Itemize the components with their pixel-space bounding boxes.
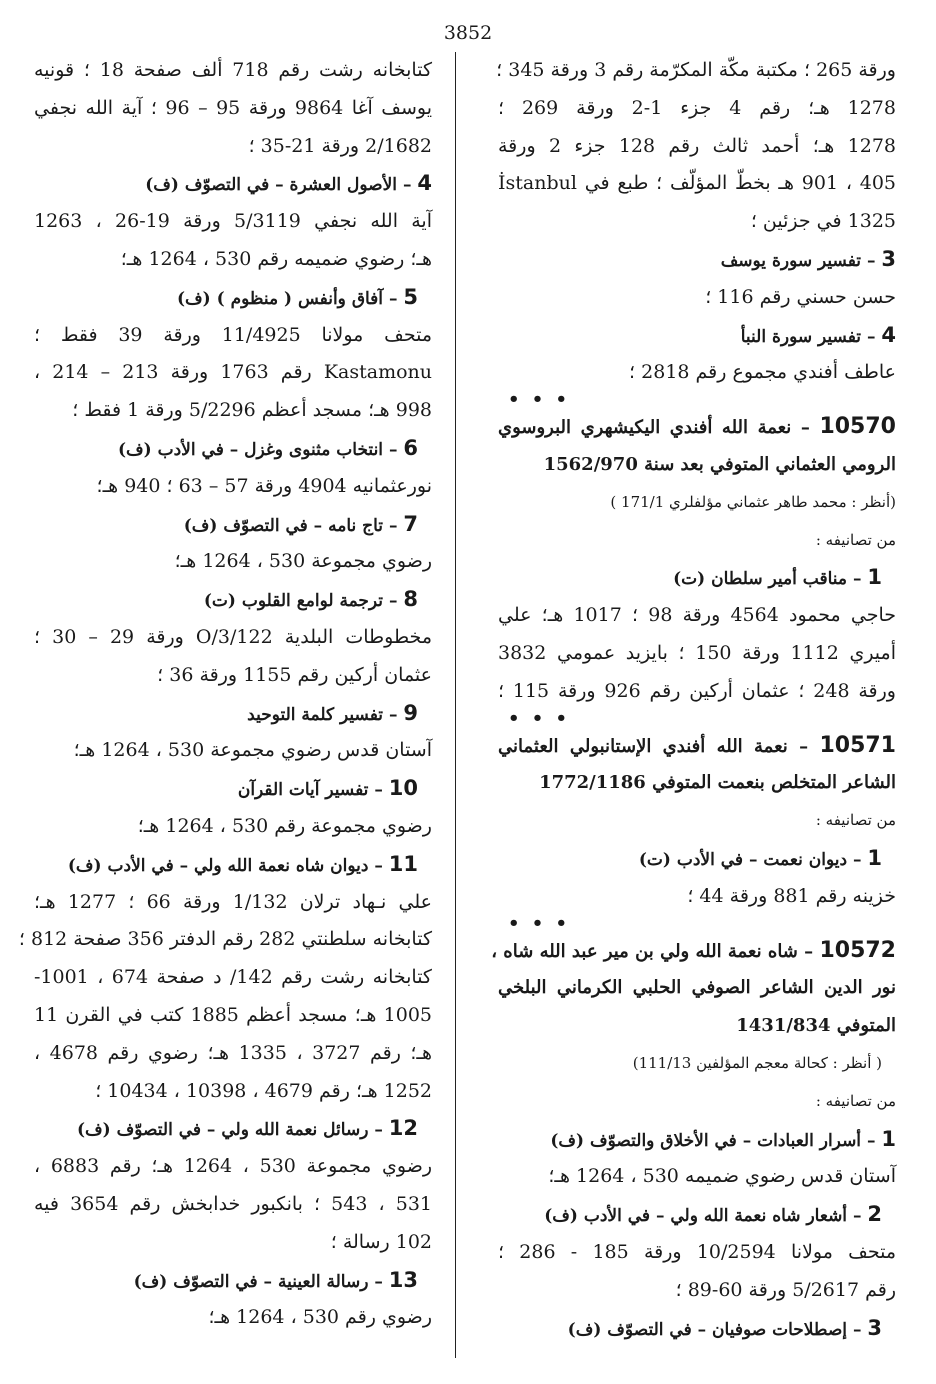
entry-heading — [498, 1007, 896, 1045]
line-text: – ديوان نعمت – في الأدب (ت) — [638, 849, 862, 870]
entry-heading — [498, 317, 896, 355]
line-text: رضوي مجموعة رقم 530 ، 1264 هـ؛ — [137, 814, 432, 837]
text-line — [34, 1148, 432, 1186]
line-text: 405 ، 901 هـ بخطّ المؤلّف ؛ طبع في İstanbul — [498, 172, 896, 195]
line-text: – شاه نعمة الله ولي بن مير عبد الله شاه ، — [491, 940, 814, 962]
line-text: – تفسير سورة يوسف — [720, 250, 876, 271]
line-text: – ترجمة لوامع القلوب (ت) — [203, 591, 398, 612]
entry-number: 6 — [403, 435, 418, 460]
line-text: – تفسير كلمة التوحيد — [247, 704, 398, 725]
text-line — [34, 997, 432, 1035]
line-text: نورعثمانيه 4904 ورقة 57 – 63 ؛ 940 هـ؛ — [96, 474, 432, 497]
line-text: المتوفي 1431/834 — [736, 1015, 896, 1037]
text-line — [498, 1045, 896, 1083]
text-line — [498, 128, 896, 166]
entry-number: 5 — [403, 284, 418, 309]
entry-heading — [498, 1196, 896, 1234]
text-line — [34, 884, 432, 922]
entry-number: 4 — [417, 171, 432, 196]
line-text: – ديوان شاه نعمة الله ولي – في الأدب (ف) — [67, 855, 383, 876]
entry-heading — [498, 969, 896, 1007]
line-text: الرومي العثماني المتوفي بعد سنة 1562/970 — [543, 453, 896, 475]
entry-heading — [34, 581, 432, 619]
line-text: 531 ، 543 ؛ بانكبور خدابخش رقم 3654 فيه — [34, 1192, 433, 1215]
section-separator — [498, 912, 896, 934]
line-text: – رسائل نعمة الله ولي – في التصوّف (ف) — [76, 1120, 383, 1141]
section-separator — [498, 707, 896, 729]
line-text: من تصانيفه : — [815, 811, 896, 830]
text-line — [34, 317, 432, 355]
entry-heading — [498, 559, 896, 597]
text-line — [34, 1186, 432, 1224]
entry-heading — [34, 1262, 432, 1300]
line-text: • • • — [508, 912, 571, 934]
entry-number: 9 — [403, 700, 418, 725]
entry-heading — [34, 279, 432, 317]
line-text: أميري 1112 ورقة 150 ؛ بايزيد عمومي 3832 — [498, 641, 896, 664]
line-text: – تاج نامه – في التصوّف (ف) — [183, 515, 398, 536]
text-line — [34, 203, 432, 241]
entry-number: 13 — [388, 1267, 418, 1292]
line-text: – مناقب أمير سلطان (ت) — [673, 569, 862, 590]
entry-number: 10570 — [819, 414, 896, 440]
line-text: متحف مولانا 11/4925 ورقة 39 فقط ؛ — [34, 323, 432, 346]
entry-heading — [34, 430, 432, 468]
entry-heading — [34, 846, 432, 884]
text-line — [498, 52, 896, 90]
text-line — [498, 673, 896, 711]
entry-heading — [34, 506, 432, 544]
line-text: – تفسير آيات القرآن — [237, 780, 383, 801]
text-line — [498, 522, 896, 560]
line-text: – أشعار شاه نعمة الله ولي – في الأدب (ف) — [544, 1206, 862, 1227]
line-text: 1278 هـ؛ أحمد ثالث رقم 128 جزء 2 ورقة — [498, 134, 896, 157]
entry-heading — [498, 1310, 896, 1348]
line-text: – انتخاب مثنوی وغزل – في الأدب (ف) — [117, 439, 398, 460]
line-text: حاجي محمود 4564 ورقة 98 ؛ 1017 هـ؛ علي — [498, 604, 896, 627]
line-text: 102 رسالة ؛ — [330, 1230, 432, 1253]
line-text: رضوي رقم 530 ، 1264 هـ؛ — [208, 1306, 432, 1329]
line-text: من تصانيفه : — [815, 1091, 896, 1110]
page-number: 3852 — [443, 22, 493, 44]
line-text: آستان قدس رضوي ضميمه 530 ، 1264 هـ؛ — [548, 1165, 896, 1188]
text-line — [34, 1224, 432, 1262]
line-text: 998 هـ؛ مسجد أعظم 5/2296 ورقة 1 فقط ؛ — [72, 399, 432, 422]
text-line — [498, 354, 896, 392]
text-line — [498, 1234, 896, 1272]
text-line — [34, 657, 432, 695]
entry-number: 12 — [388, 1116, 418, 1141]
entry-heading — [34, 165, 432, 203]
entry-heading — [498, 840, 896, 878]
entry-number: 2 — [867, 1202, 882, 1227]
line-text: ( أنظر : كحالة معجم المؤلفين 111/13) — [632, 1053, 882, 1072]
line-text: يوسف آغا 9864 ورقة 95 – 96 ؛ آية الله نجفي — [34, 96, 432, 119]
text-line — [34, 1073, 432, 1111]
line-text: الشاعر المتخلص بنعمت المتوفي 1772/1186 — [539, 772, 896, 794]
line-text: • • • — [508, 389, 571, 411]
text-line — [34, 1035, 432, 1073]
line-text: هـ؛ رقم 3727 ، 1335 هـ؛ رضوي رقم 4678 ، — [34, 1041, 433, 1064]
section-separator — [498, 389, 896, 411]
text-line — [34, 468, 432, 506]
text-line — [498, 1272, 896, 1310]
line-text: – إصطلاحات صوفيان – في التصوّف (ف) — [567, 1319, 862, 1340]
entry-heading — [498, 241, 896, 279]
text-line — [34, 808, 432, 846]
entry-number: 8 — [403, 587, 418, 612]
text-line — [498, 203, 896, 241]
line-text: نور الدين الشاعر الصوفي الحلبي الكرماني البلخي — [498, 977, 896, 999]
line-text: مخطوطات البلدية 3/122/O ورقة 29 – 30 ؛ — [34, 625, 432, 648]
left-column — [18, 52, 433, 1337]
text-line — [18, 921, 432, 959]
entry-heading — [498, 408, 896, 446]
entry-number: 3 — [867, 1315, 882, 1340]
text-line — [34, 90, 432, 128]
entry-number: 10571 — [819, 732, 896, 758]
entry-heading — [498, 764, 896, 802]
entry-number: 11 — [388, 851, 418, 876]
text-line — [498, 279, 896, 317]
line-text: متحف مولانا 10/2594 ورقة 185 - 286 ؛ — [498, 1240, 896, 1263]
entry-number: 10 — [388, 776, 418, 801]
line-text: من تصانيفه : — [815, 530, 896, 549]
line-text: 1005 هـ؛ مسجد أعظم 1885 كتب في القرن 11 — [34, 1003, 432, 1026]
text-line — [34, 241, 432, 279]
entry-heading — [498, 727, 896, 765]
entry-number: 3 — [881, 246, 896, 271]
text-line — [498, 878, 896, 916]
entry-number: 4 — [881, 322, 896, 347]
line-text: – نعمة الله أفندي اليكيشهري البروسوي — [498, 417, 810, 439]
text-line — [34, 52, 432, 90]
text-line — [34, 732, 432, 770]
entry-number: 1 — [867, 565, 882, 590]
text-line — [498, 484, 896, 522]
line-text: هـ؛ رضوي ضميمه رقم 530 ، 1264 هـ؛ — [120, 247, 432, 270]
text-line — [34, 392, 432, 430]
line-text: آية الله نجفي 5/3119 ورقة 19-26 ، 1263 — [34, 210, 433, 233]
text-line — [34, 619, 432, 657]
line-text: Kastamonu رقم 1763 ورقة 213 – 214 ، — [34, 361, 432, 384]
entry-number: 7 — [403, 511, 418, 536]
entry-number: 10572 — [819, 937, 896, 963]
line-text: 1325 في جزئين ؛ — [750, 210, 896, 233]
line-text: 1252 هـ؛ رقم 4679 ، 10398 ، 10434 ؛ — [95, 1079, 432, 1102]
line-text: خزينه رقم 881 ورقة 44 ؛ — [687, 884, 896, 907]
text-line — [498, 165, 896, 203]
line-text: رضوي مجموعة 530 ، 1264 هـ؛ — [174, 550, 432, 573]
entry-number: 1 — [881, 1126, 896, 1151]
text-line — [34, 128, 432, 166]
entry-heading — [498, 446, 896, 484]
line-text: – آفاق وأنفس ( منظوم ) (ف) — [177, 288, 398, 309]
text-line — [34, 354, 432, 392]
line-text: رضوي مجموعة 530 ، 1264 هـ؛ رقم 6883 ، — [34, 1155, 432, 1178]
line-text: – أسرار العبادات – في الأخلاق والتصوّف (ف) — [550, 1130, 876, 1151]
text-line — [498, 597, 896, 635]
line-text: – نعمة الله أفندي الإستانبولي العثماني — [498, 735, 809, 757]
entry-heading — [498, 1121, 896, 1159]
line-text: حسن حسني رقم 116 ؛ — [705, 285, 896, 308]
text-line — [498, 802, 896, 840]
right-column — [491, 52, 896, 1347]
text-line — [498, 1083, 896, 1121]
line-text: (أنظر : محمد طاهر عثماني مؤلفلري 171/1 ) — [610, 492, 896, 511]
line-text: • • • — [508, 707, 571, 729]
text-line — [34, 1299, 432, 1337]
entry-heading — [34, 1110, 432, 1148]
line-text: كتابخانه سلطنتي 282 رقم الدفتر 356 صفحة 812 ؛ — [18, 928, 432, 951]
entry-number: 1 — [867, 845, 882, 870]
line-text: عاطف أفندي مجموع رقم 2818 ؛ — [629, 361, 896, 384]
line-text: آستان قدس رضوي مجموعة 530 ، 1264 هـ؛ — [73, 739, 432, 762]
line-text: كتابخانه رشت رقم 142/ د صفحة 674 ، 1001- — [34, 966, 432, 989]
line-text: – تفسير سورة النبأ — [740, 326, 876, 347]
line-text: عثمان أركين رقم 1155 ورقة 36 ؛ — [157, 663, 432, 686]
line-text: ورقة 265 ؛ مكتبة مكّة المكرّمة رقم 3 ورقة 345 ؛ — [496, 59, 896, 81]
line-text: 2/1682 ورقة 21-35 ؛ — [248, 134, 432, 157]
line-text: ورقة 248 ؛ عثمان أركين رقم 926 ورقة 115 ؛ — [498, 679, 896, 702]
text-line — [34, 959, 432, 997]
line-text: رقم 5/2617 ورقة 60-89 ؛ — [675, 1278, 896, 1301]
entry-heading — [491, 932, 896, 970]
line-text: علي نـهاد ترلان 1/132 ورقة 66 ؛ 1277 هـ؛ — [34, 890, 432, 913]
entry-heading — [34, 695, 432, 733]
line-text: 1278 هـ؛ رقم 4 جزء 1-2 ورقة 269 ؛ — [498, 96, 896, 119]
text-line — [498, 1158, 896, 1196]
line-text: – الأصول العشرة – في التصوّف (ف) — [145, 175, 412, 196]
line-text: – رسالة العينية – في التصوّف (ف) — [133, 1271, 383, 1292]
text-line — [498, 90, 896, 128]
line-text: كتابخانه رشت رقم 718 ألف صفحة 18 ؛ قونيه — [34, 59, 432, 81]
column-divider — [455, 52, 456, 1358]
entry-heading — [34, 770, 432, 808]
text-line — [498, 635, 896, 673]
text-line — [34, 543, 432, 581]
